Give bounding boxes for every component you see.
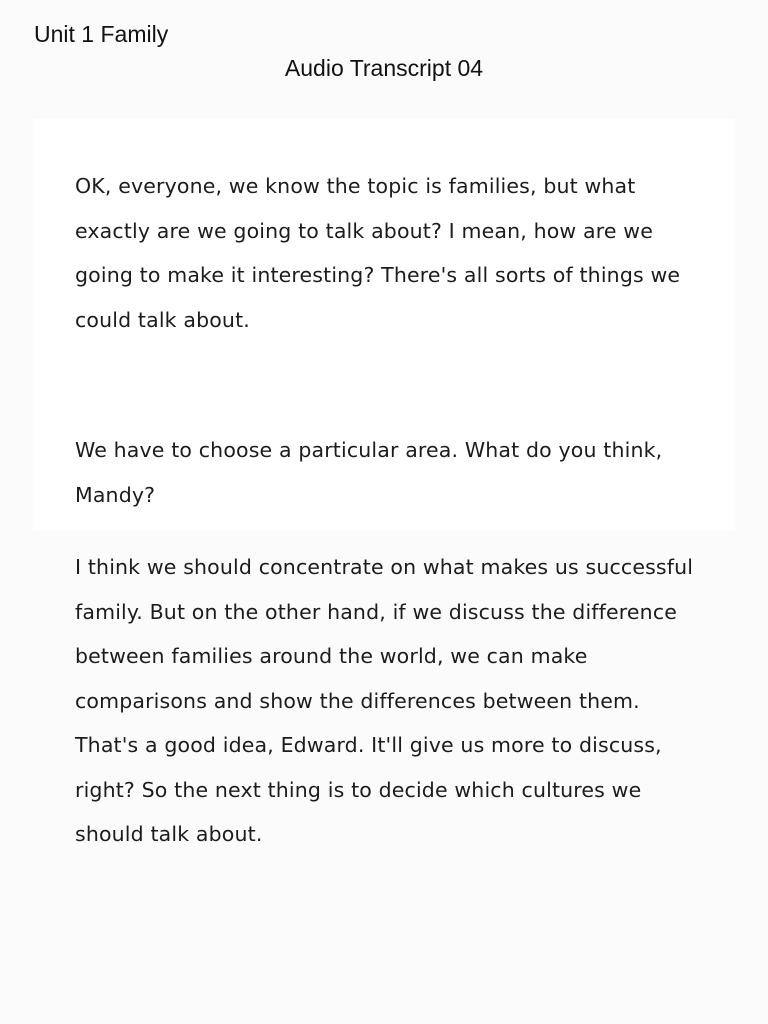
transcript-paragraph-1: OK, everyone, we know the topic is families, but what exactly are we going to talk about? I mean, how are we going to make it interesting? There's all sorts of things we could talk about. [75,174,681,332]
unit-title: Unit 1 Family [34,21,169,47]
transcript-paragraph-2: We have to choose a particular area. What do you think, Mandy? [75,438,663,507]
transcript-paragraph-3: I think we should concentrate on what makes us successful family. But on the other hand, if we discuss the difference between families around the world, we can make comparisons and show the differences between them. That's a good idea, Edward. It'll give us more to discuss, right? So the next thing is to decide which cultures we should talk about. [75,555,694,846]
document-title: Audio Transcript 04 [284,55,484,81]
